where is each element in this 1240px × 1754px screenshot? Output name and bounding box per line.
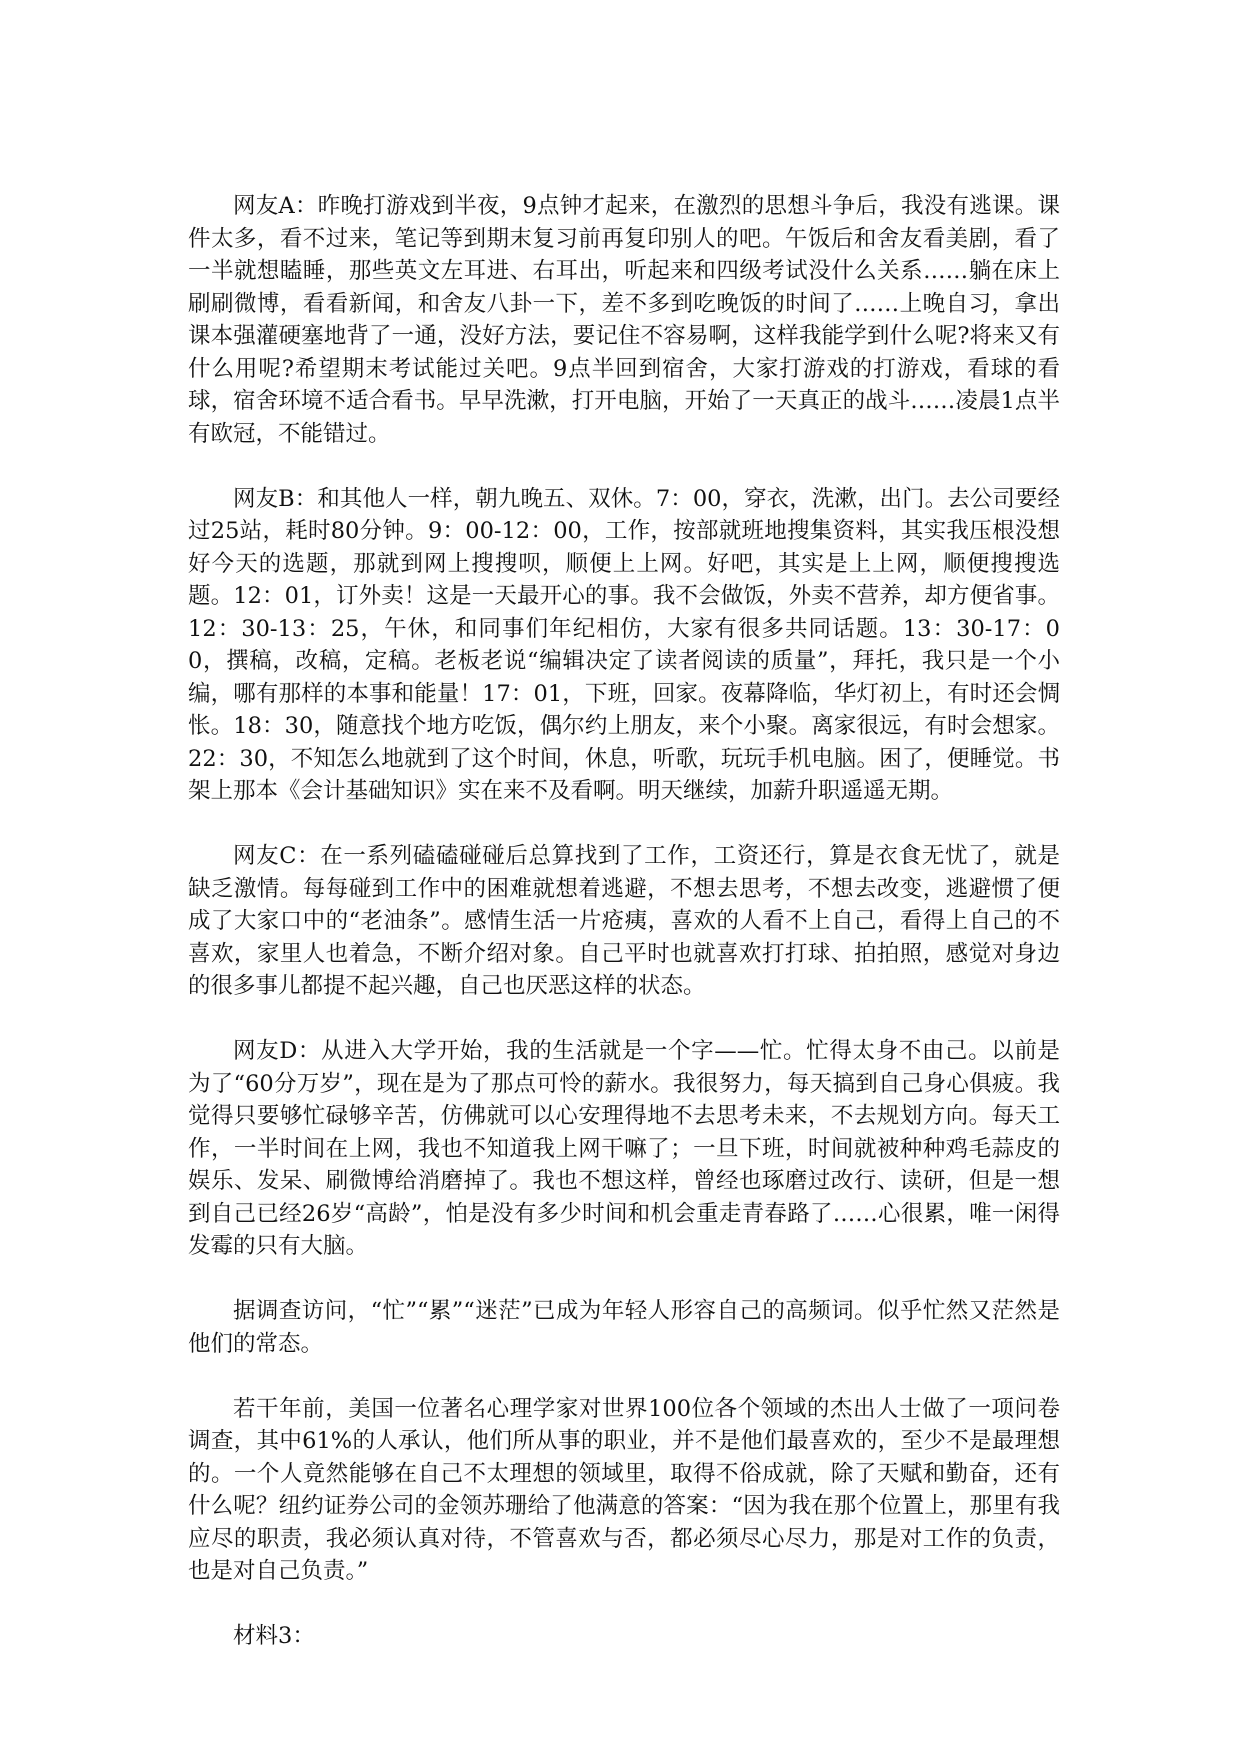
paragraph-netizen-a: 网友A：昨晚打游戏到半夜，9点钟才起来，在激烈的思想斗争后，我没有逃课。课件太多，看不过来，笔记等到期末复习前再复印别人的吧。午饭后和舍友看美剧，看了一半就想瞌睡，那些英文左耳进、右耳出，听起来和四级考试没什么关系……躺在床上刷刷微博，看看新闻，和舍友八卦一下，差不多到吃晚饭的时间了……上晚自习，拿出课本强灌硬塞地背了一通，没好方法，要记住不容易啊，这样我能学到什么呢?将来又有什么用呢?希望期末考试能过关吧。9点半回到宿舍，大家打游戏的打游戏，看球的看球，宿舍环境不适合看书。早早洗漱，打开电脑，开始了一天真正的战斗……凌晨1点半有欧冠，不能错过。	[188, 193, 1060, 447]
paragraph-netizen-d: 网友D：从进入大学开始，我的生活就是一个字——忙。忙得太身不由己。以前是为了“60分万岁”，现在是为了那点可怜的薪水。我很努力，每天搞到自己身心俱疲。我觉得只要够忙碌够辛苦，仿佛就可以心安理得地不去思考未来，不去规划方向。每天工作，一半时间在上网，我也不知道我上网干嘛了；一旦下班，时间就被种种鸡毛蒜皮的娱乐、发呆、刷微博给消磨掉了。我也不想这样，曾经也琢磨过改行、读研，但是一想到自己已经26岁“高龄”，怕是没有多少时间和机会重走青春路了……心很累，唯一闲得发霉的只有大脑。	[188, 1038, 1060, 1259]
paragraph-survey: 据调查访问，“忙”“累”“迷茫”已成为年轻人形容自己的高频词。似乎忙然又茫然是他们的常态。	[188, 1298, 1060, 1357]
paragraph-psychologist-study: 若干年前，美国一位著名心理学家对世界100位各个领域的杰出人士做了一项问卷调查，其中61%的人承认，他们所从事的职业，并不是他们最喜欢的，至少不是最理想的。一个人竟然能够在自己不太理想的领域里，取得不俗成就，除了天赋和勤奋，还有什么呢？纽约证券公司的金领苏珊给了他满意的答案：“因为我在那个位置上，那里有我应尽的职责，我必须认真对待，不管喜欢与否，都必须尽心尽力，那是对工作的负责，也是对自己负责。”	[188, 1395, 1060, 1584]
paragraph-netizen-c: 网友C：在一系列磕磕碰碰后总算找到了工作，工资还行，算是衣食无忧了，就是缺乏激情。每每碰到工作中的困难就想着逃避，不想去思考，不想去改变，逃避惯了便成了大家口中的“老油条”。感情生活一片疮痍，喜欢的人看不上自己，看得上自己的不喜欢，家里人也着急，不断介绍对象。自己平时也就喜欢打打球、拍拍照，感觉对身边的很多事儿都提不起兴趣，自己也厌恶这样的状态。	[188, 843, 1060, 999]
paragraph-material-3-heading: 材料3：	[233, 1623, 315, 1649]
document-body	[188, 190, 1060, 1653]
paragraph-netizen-b: 网友B：和其他人一样，朝九晚五、双休。7：00，穿衣，洗漱，出门。去公司要经过25站，耗时80分钟。9：00-12：00，工作，按部就班地搜集资料，其实我压根没想好今天的选题，那就到网上搜搜呗，顺便上上网。好吧，其实是上上网，顺便搜搜选题。12：01，订外卖！这是一天最开心的事。我不会做饭，外卖不营养，却方便省事。12：30-13：25，午休，和同事们年纪相仿，大家有很多共同话题。13：30-17：00，撰稿，改稿，定稿。老板老说“编辑决定了读者阅读的质量”，拜托，我只是一个小编，哪有那样的本事和能量！17：01，下班，回家。夜幕降临，华灯初上，有时还会惆怅。18：30，随意找个地方吃饭，偶尔约上朋友，来个小聚。离家很远，有时会想家。22：30，不知怎么地就到了这个时间，休息，听歌，玩玩手机电脑。困了，便睡觉。书架上那本《会计基础知识》实在来不及看啊。明天继续，加薪升职遥遥无期。	[188, 485, 1060, 804]
